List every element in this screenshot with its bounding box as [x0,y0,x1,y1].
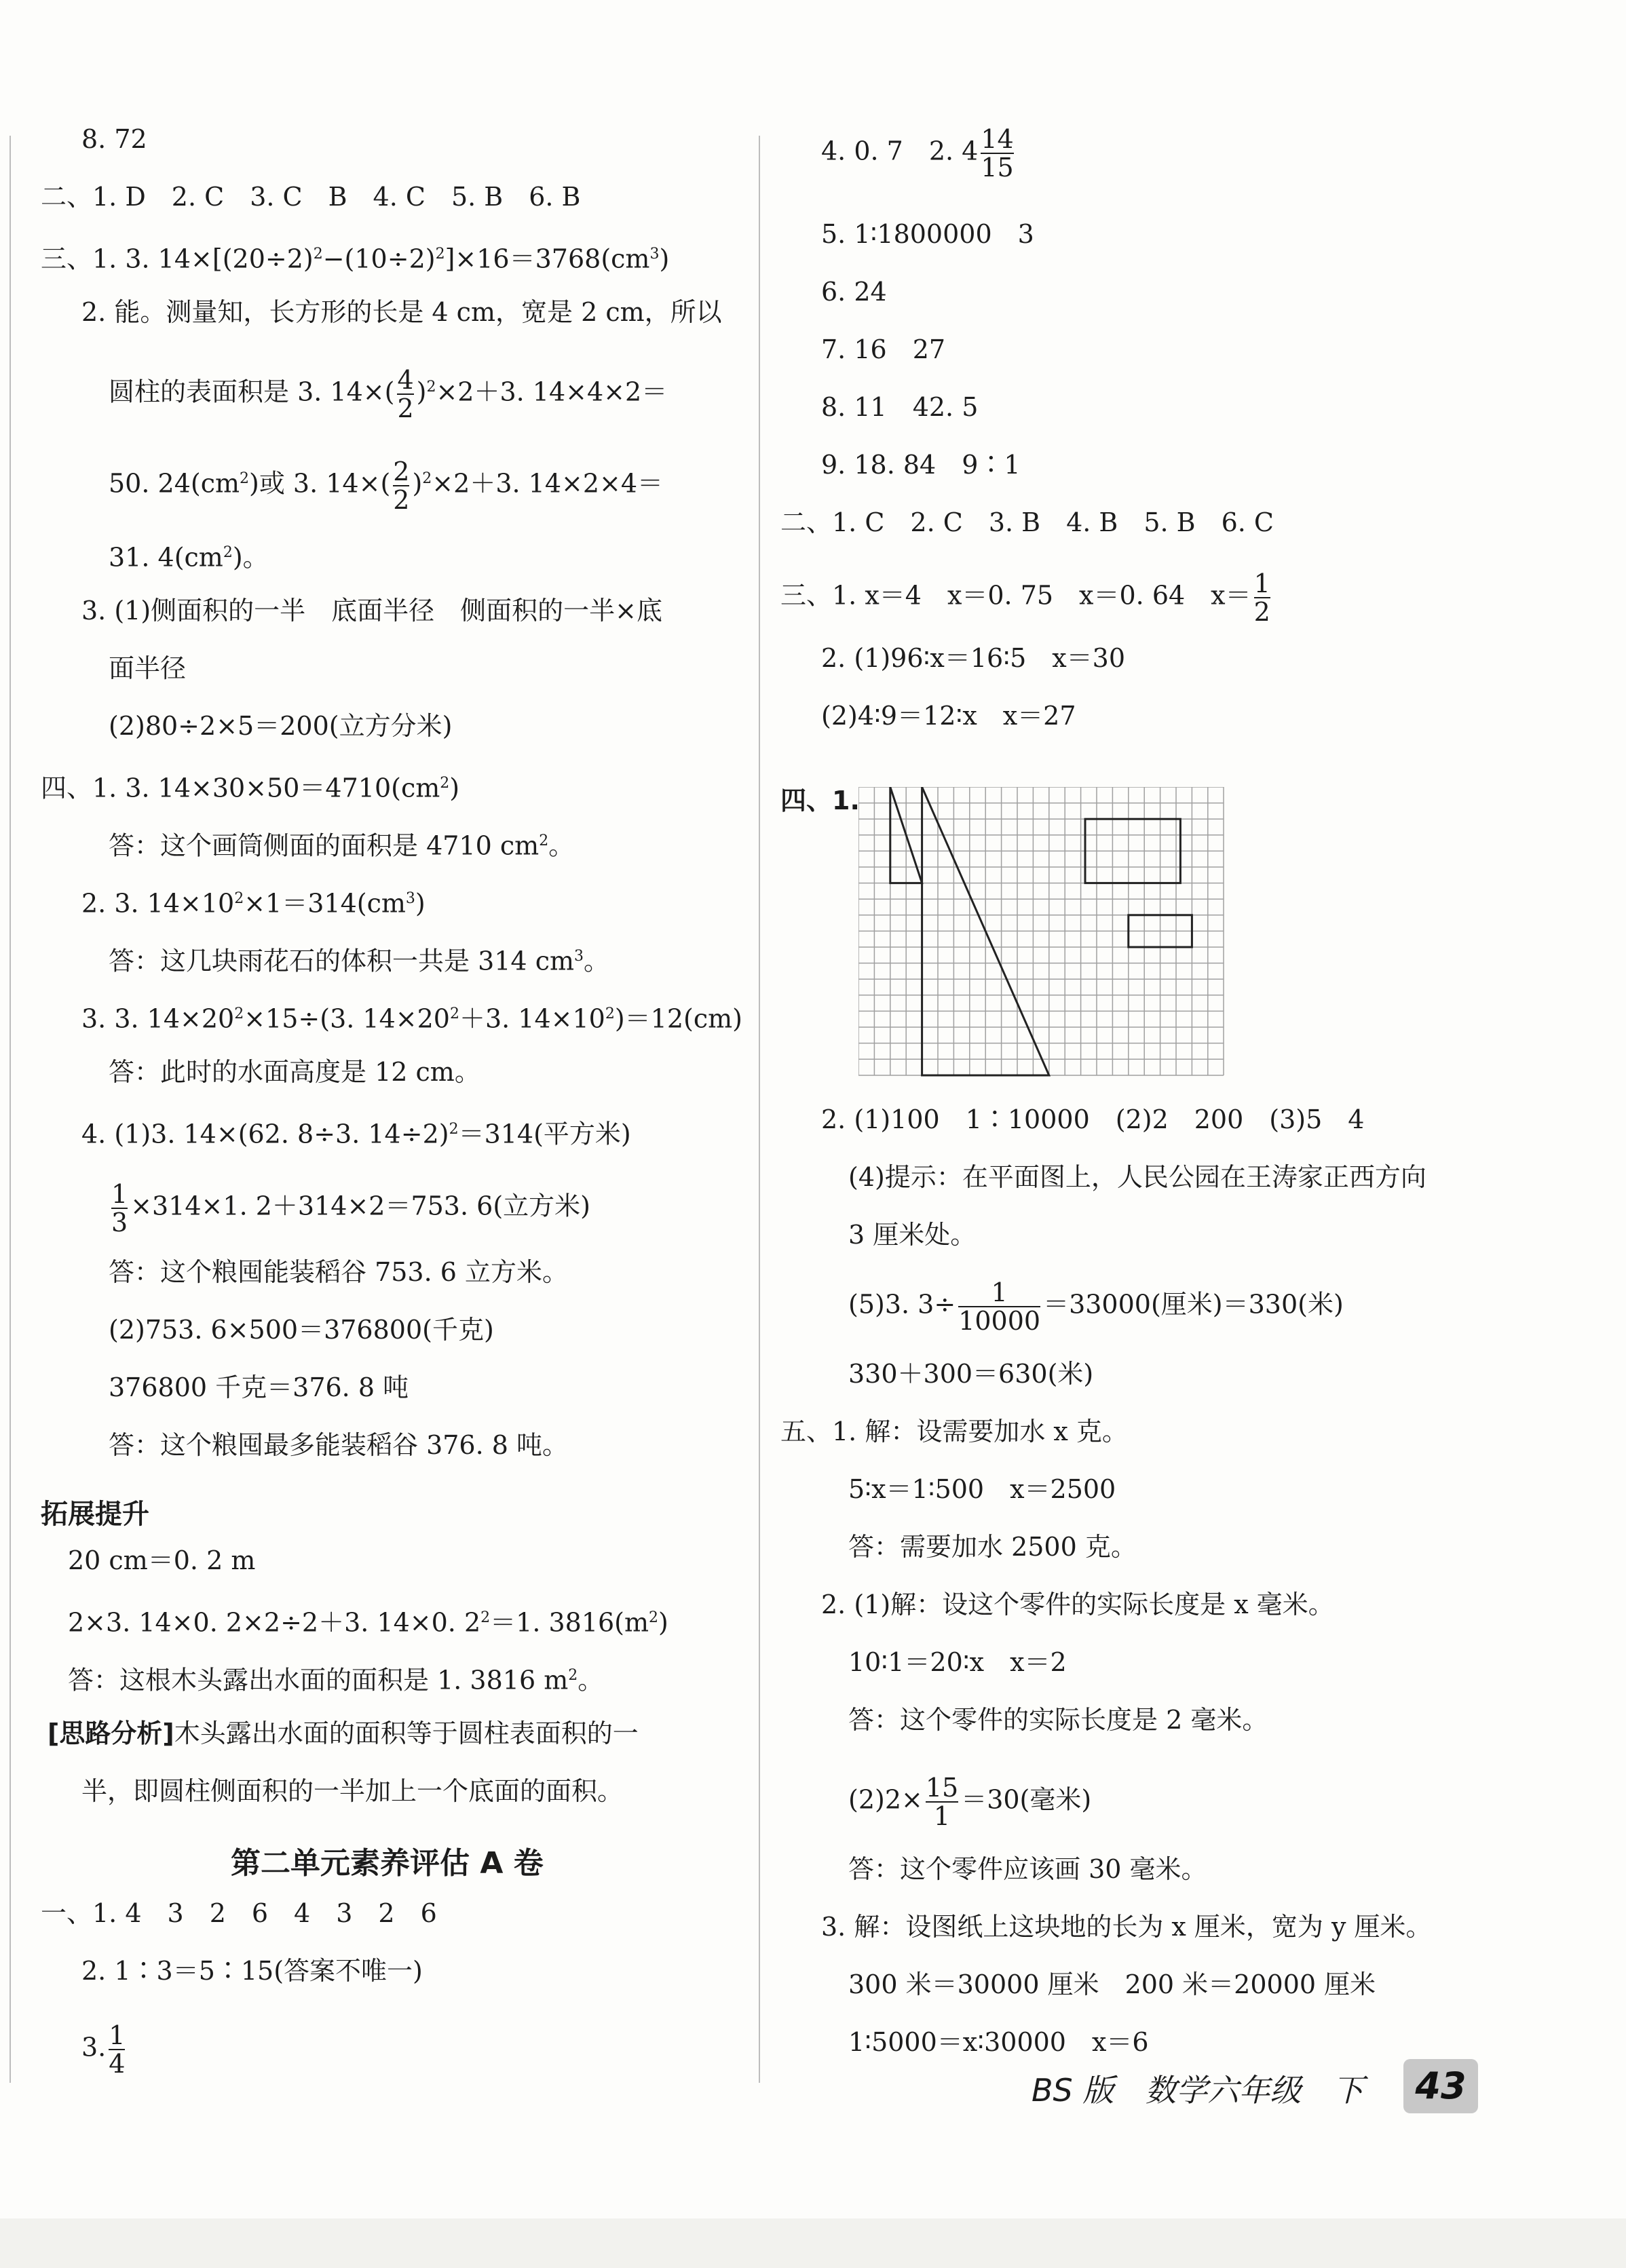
answer-line: 二、1. C 2. C 3. B 4. B 5. B 6. C [780,507,1274,537]
answer-line: 答：这根木头露出水面的面积是 1. 3816 $m^2$。 [68,1665,604,1695]
answer-line: 5. 1∶1800000 3 [821,219,1034,249]
answer-line: 4. (1)3. 14×(62. 8÷3. 14÷2)$^2$＝314(平方米) [81,1119,631,1149]
answer-line: (2)753. 6×500＝376800(千克) [109,1315,494,1345]
answer-line: 半，即圆柱侧面积的一半加上一个底面的面积。 [81,1776,624,1806]
answer-line: 答：需要加水 2500 克。 [848,1532,1137,1562]
answer-line: (2)2× $\frac{15}{1}$ ＝30(毫米) [848,1773,1092,1831]
answer-line: 一、1. 4 3 2 6 4 3 2 6 [41,1898,437,1928]
answer-line: 答：这个零件应该画 30 毫米。 [848,1854,1207,1884]
answer-line: (4)提示：在平面图上，人民公园在王涛家正西方向 [848,1162,1426,1192]
page-number: 43 [1403,2059,1478,2113]
answer-line: 4. 0. 7 2. 4 $\frac{14}{15}$ [821,124,1014,182]
answer-line: 31. $4(cm^2)$。 [109,542,269,573]
answer-line: 四、1. 3. $14\times 30\times 50=4710(cm^2)$ [41,773,460,803]
answer-line: [思路分析]木头露出水面的面积等于圆柱表面积的一 [48,1718,639,1748]
answer-line: 6. 24 [821,277,887,307]
answer-line: 3. 3. $14\times 20^2\times 15\div(3$. $14\times 20^2+3$. $14\times 10^2)=12(cm)$ [81,1003,743,1034]
answer-line: 答：这几块雨花石的体积一共是 314 $cm^3$。 [109,946,610,976]
answer-line: 7. 16 27 [821,334,946,364]
answer-line: 3. 解：设图纸上这块地的长为 x 厘米，宽为 y 厘米。 [821,1912,1432,1942]
answer-line: 答：这个零件的实际长度是 2 毫米。 [848,1705,1268,1735]
answer-line: 2. 3. $14\times 10^2\times 1=314(cm^3)$ [81,888,426,919]
answer-line: 3. (1)侧面积的一半 底面半径 侧面积的一半×底 [81,596,663,626]
answer-line: 8. 72 [81,124,147,154]
answer-line: 2. (1)100 1∶10000 (2)2 200 (3)5 4 [821,1104,1365,1134]
answer-line: 10∶1＝20∶x x＝2 [848,1647,1067,1677]
answer-line: 答：这个粮囤能装稻谷 753. 6 立方米。 [109,1257,569,1287]
unit-title: 第二单元素养评估 A 卷 [231,1846,544,1881]
section-heading-extension: 拓展提升 [41,1499,149,1530]
answer-line: 答：此时的水面高度是 12 cm。 [109,1057,480,1087]
answer-line: 五、1. 解：设需要加水 x 克。 [780,1417,1128,1446]
edition-label: BS 版 数学六年级 下 [1032,2072,1364,2109]
answer-line: (5)3. 3÷ $\frac{1}{10000}$ ＝33000(厘米)＝330(米) [848,1277,1344,1336]
answer-line: 2×3. 14×0. 2×2÷2＋3. 14×0. $2^2=1$. $3816(m^2)$ [68,1607,668,1638]
answer-line: 2. (1)解：设这个零件的实际长度是 x 毫米。 [821,1590,1334,1619]
answer-line: 四、1. [780,786,860,815]
answer-line: (2)4∶9＝12∶x x＝27 [821,701,1076,731]
grid-lines [858,787,1224,1075]
answer-line: 二、1. D 2. C 3. C B 4. C 5. B 6. B [41,182,581,212]
answer-line: 答：这个画筒侧面的面积是 4710 $cm^2$。 [109,830,575,861]
answer-line: 面半径 [109,653,187,683]
answer-line: 300 米＝30000 厘米 200 米＝20000 厘米 [848,1969,1376,1999]
answer-line: 2. 1∶3＝5∶15(答案不唯一) [81,1956,423,1986]
answer-line: 20 cm＝0. 2 m [68,1545,256,1575]
column-divider [759,136,760,2083]
answer-line: 2. (1)96∶x＝16∶5 x＝30 [821,643,1126,673]
left-margin-rule [10,136,11,2083]
answer-line: 3. $\frac{1}{4}$ [81,2020,126,2079]
answer-line: 5∶x＝1∶500 x＝2500 [848,1474,1116,1504]
answer-line: 376800 千克＝376. 8 吨 [109,1372,409,1402]
answer-line: 3 厘米处。 [848,1220,977,1250]
answer-line: (2)80÷2×5＝200(立方分米) [109,711,453,741]
answer-line: 圆柱的表面积是 3. 14×( $\frac{4}{2}$ )$^2$×2＋3. 14×4×2＝ [109,365,668,423]
answer-line: 三、1. 3. $14\times[(20\div 2)^2-(10\div 2)^2]\times 16=3768(cm^3)$ [41,244,670,274]
answer-line: $\frac{1}{3}$ ×314×1. 2＋314×2＝753. 6(立方米) [111,1179,590,1237]
answer-line: 三、1. x＝4 x＝0. 75 x＝0. 64 x＝ $\frac{1}{2}$ [780,569,1270,627]
answer-line: 8. 11 42. 5 [821,392,979,422]
grid-figure [858,787,1232,1079]
answer-line: 9. 18. 84 9∶1 [821,450,1021,480]
answer-line: 50. $24(cm^2)$或 3. 14×( $\frac{2}{2}$ )$^2$×2＋3. 14×2×4＝ [109,457,664,515]
answer-line: 2. 能。测量知，长方形的长是 4 cm，宽是 2 cm，所以 [81,297,722,327]
answer-line: 答：这个粮囤最多能装稻谷 376. 8 吨。 [109,1430,569,1460]
answer-line: 330＋300＝630(米) [848,1359,1094,1389]
answer-line: 1∶5000＝x∶30000 x＝6 [848,2027,1149,2057]
bottom-band [0,2218,1626,2268]
